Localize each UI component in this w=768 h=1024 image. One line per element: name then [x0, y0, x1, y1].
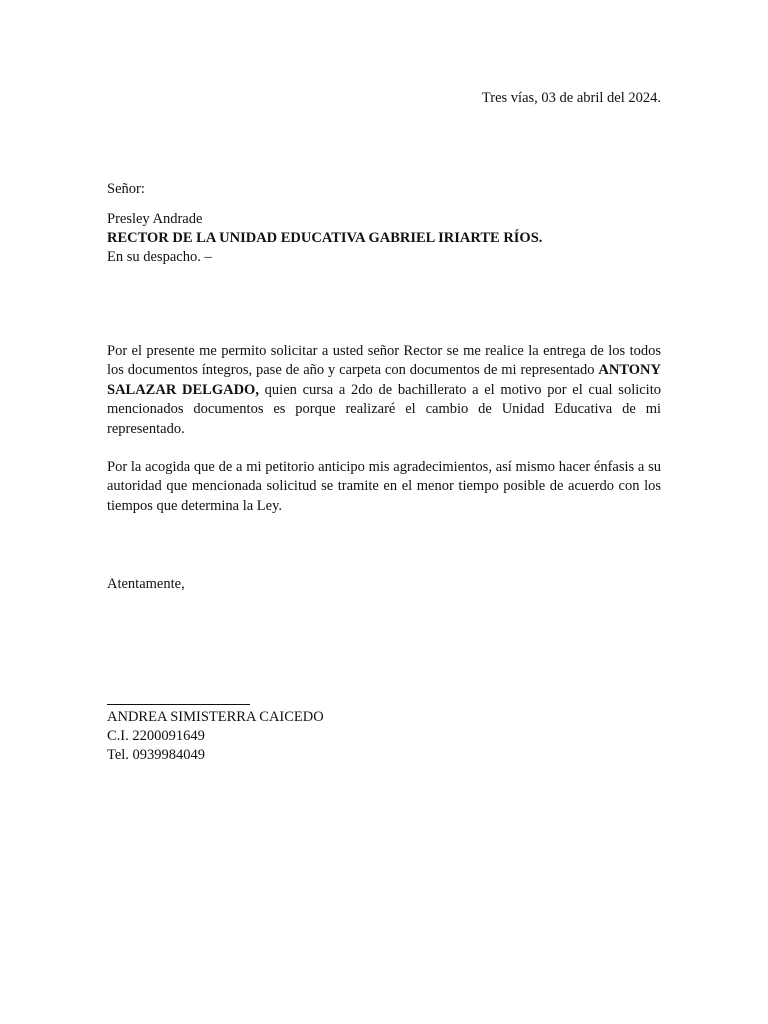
- recipient-title: RECTOR DE LA UNIDAD EDUCATIVA GABRIEL IRIARTE RÍOS.: [107, 230, 543, 246]
- signer-block: [107, 708, 661, 765]
- signer-name: ANDREA SIMISTERRA CAICEDO: [107, 709, 324, 725]
- body-paragraph-1: [107, 342, 661, 439]
- student-name: ANTONY SALAZAR DELGADO,: [107, 362, 661, 398]
- recipient-block: [107, 210, 661, 267]
- body-paragraph-2: Por la acogida que de a mi petitorio anticipo mis agradecimientos, así mismo hacer énfasis a su autoridad que mencionada solicitud se tramite en el menor tiempo posible de acuerdo con los tiempos que determina la Ley.: [107, 459, 661, 514]
- recipient-name: Presley Andrade: [107, 211, 203, 227]
- signer-phone: Tel. 0939984049: [107, 747, 206, 763]
- letter-date: Tres vías, 03 de abril del 2024.: [481, 90, 661, 106]
- signer-id: C.I. 2200091649: [107, 728, 205, 744]
- body-paragraph-1-text-a: Por el presente me permito solicitar a usted señor Rector se me realice la entrega de los todos los documentos íntegros, pase de año y carpeta con documentos de mi representado: [107, 343, 661, 379]
- recipient-location: En su despacho. –: [107, 249, 212, 265]
- signature-line: [107, 704, 250, 705]
- closing: Atentamente,: [107, 576, 185, 592]
- salutation: Señor:: [107, 181, 145, 197]
- body-paragraph-1-text-b: quien cursa a 2do de bachillerato a el motivo por el cual solicito mencionados documentos es porque realizaré el cambio de Unidad Educativa de mi representado.: [107, 381, 661, 437]
